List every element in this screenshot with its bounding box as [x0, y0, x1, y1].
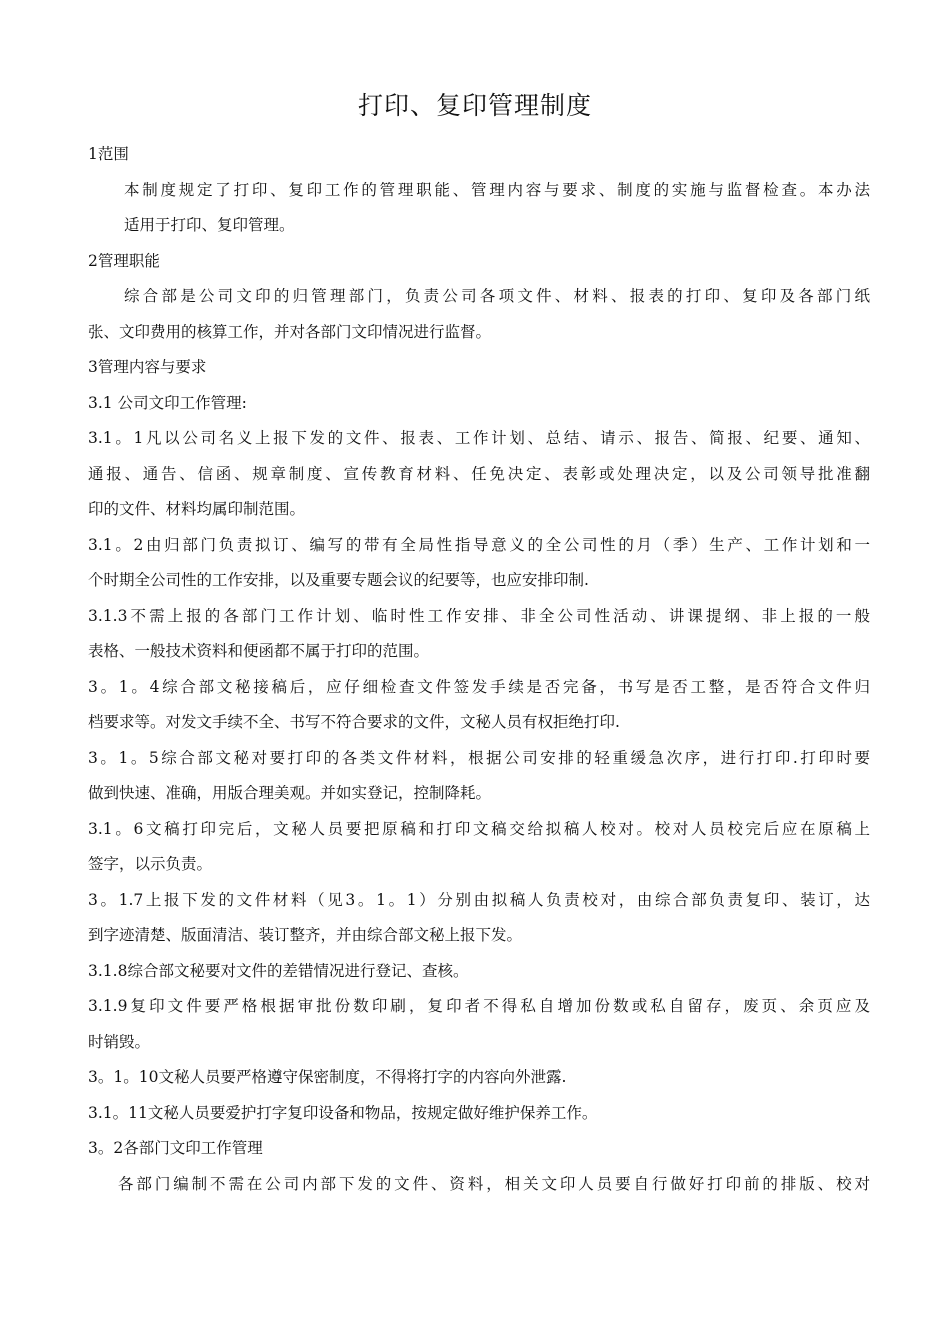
clause-line: 到字迹清楚、版面清洁、装订整齐，并由综合部文秘上报下发。 [88, 926, 523, 944]
clause-line: 3.1。2由归部门负责拟订、编写的带有全局性指导意义的全公司性的月（季）生产、工作计划和一 [88, 535, 870, 554]
clause-line: 3。1。4综合部文秘接稿后，应仔细检查文件签发手续是否完备，书写是否工整，是否符合文件归 [88, 677, 870, 696]
clause-line: 3.1。6文稿打印完后，文秘人员要把原稿和打印文稿交给拟稿人校对。校对人员校完后应在原稿上 [88, 819, 870, 838]
document-title: 打印、复印管理制度 [357, 91, 592, 120]
clause-line: 3.1.9复印文件要严格根据审批份数印刷，复印者不得私自增加份数或私自留存，废页、余页应及 [88, 997, 870, 1015]
paragraph-line: 张、文印费用的核算工作，并对各部门文印情况进行监督。 [88, 322, 492, 341]
clause-line: 通报、通告、信函、规章制度、宣传教育材料、任免决定、表彰或处理决定，以及公司领导批准翻 [88, 464, 870, 483]
clause-line: 签字，以示负责。 [88, 855, 213, 873]
clause-line: 3。1。5综合部文秘对要打印的各类文件材料，根据公司安排的轻重缓急次序，进行打印.打印时要 [88, 748, 870, 767]
section-heading-2: 2管理职能 [88, 251, 160, 270]
clause-line: 印的文件、材料均属印制范围。 [88, 500, 306, 518]
clause-line: 做到快速、准确，用版合理美观。并如实登记，控制降耗。 [88, 784, 492, 802]
document-body [88, 137, 870, 1202]
paragraph-line: 综合部是公司文印的归管理部门，负责公司各项文件、材料、报表的打印、复印及各部门纸 [124, 287, 870, 305]
clause-line: 3。1.7上报下发的文件材料（见3。1。1）分别由拟稿人负责校对，由综合部负责复印、装订，达 [88, 890, 870, 909]
paragraph-line: 适用于打印、复印管理。 [124, 216, 295, 234]
clause-line: 个时期全公司性的工作安排，以及重要专题会议的纪要等，也应安排印制. [88, 571, 589, 589]
paragraph-line: 各部门编制不需在公司内部下发的文件、资料，相关文印人员要自行做好打印前的排版、校对 [118, 1174, 870, 1193]
clause-line: 3。1。10文秘人员要严格遵守保密制度，不得将打字的内容向外泄露. [88, 1068, 567, 1086]
clause-line: 表格、一般技术资料和便函都不属于打印的范围。 [88, 642, 430, 660]
section-heading-1: 1范围 [88, 145, 129, 163]
paragraph-line: 本制度规定了打印、复印工作的管理职能、管理内容与要求、制度的实施与监督检查。本办法 [124, 180, 870, 199]
clause-line: 档要求等。对发文手续不全、书写不符合要求的文件，文秘人员有权拒绝打印. [88, 713, 620, 731]
clause-line: 3.1.3不需上报的各部门工作计划、临时性工作安排、非全公司性活动、讲课提纲、非上报的一般 [88, 606, 870, 625]
clause-line: 3.1。11文秘人员要爱护打字复印设备和物品，按规定做好维护保养工作。 [88, 1103, 598, 1122]
clause-line: 时销毁。 [88, 1032, 151, 1051]
subsection-heading-3-1: 3.1 公司文印工作管理: [88, 393, 247, 412]
clause-line: 3.1。1凡以公司名义上报下发的文件、报表、工作计划、总结、请示、报告、简报、纪要、通知、 [88, 429, 870, 447]
clause-line: 3.1.8综合部文秘要对文件的差错情况进行登记、查核。 [88, 961, 469, 980]
section-heading-3: 3管理内容与要求 [88, 358, 207, 376]
subsection-heading-3-2: 3。2各部门文印工作管理 [88, 1139, 263, 1157]
